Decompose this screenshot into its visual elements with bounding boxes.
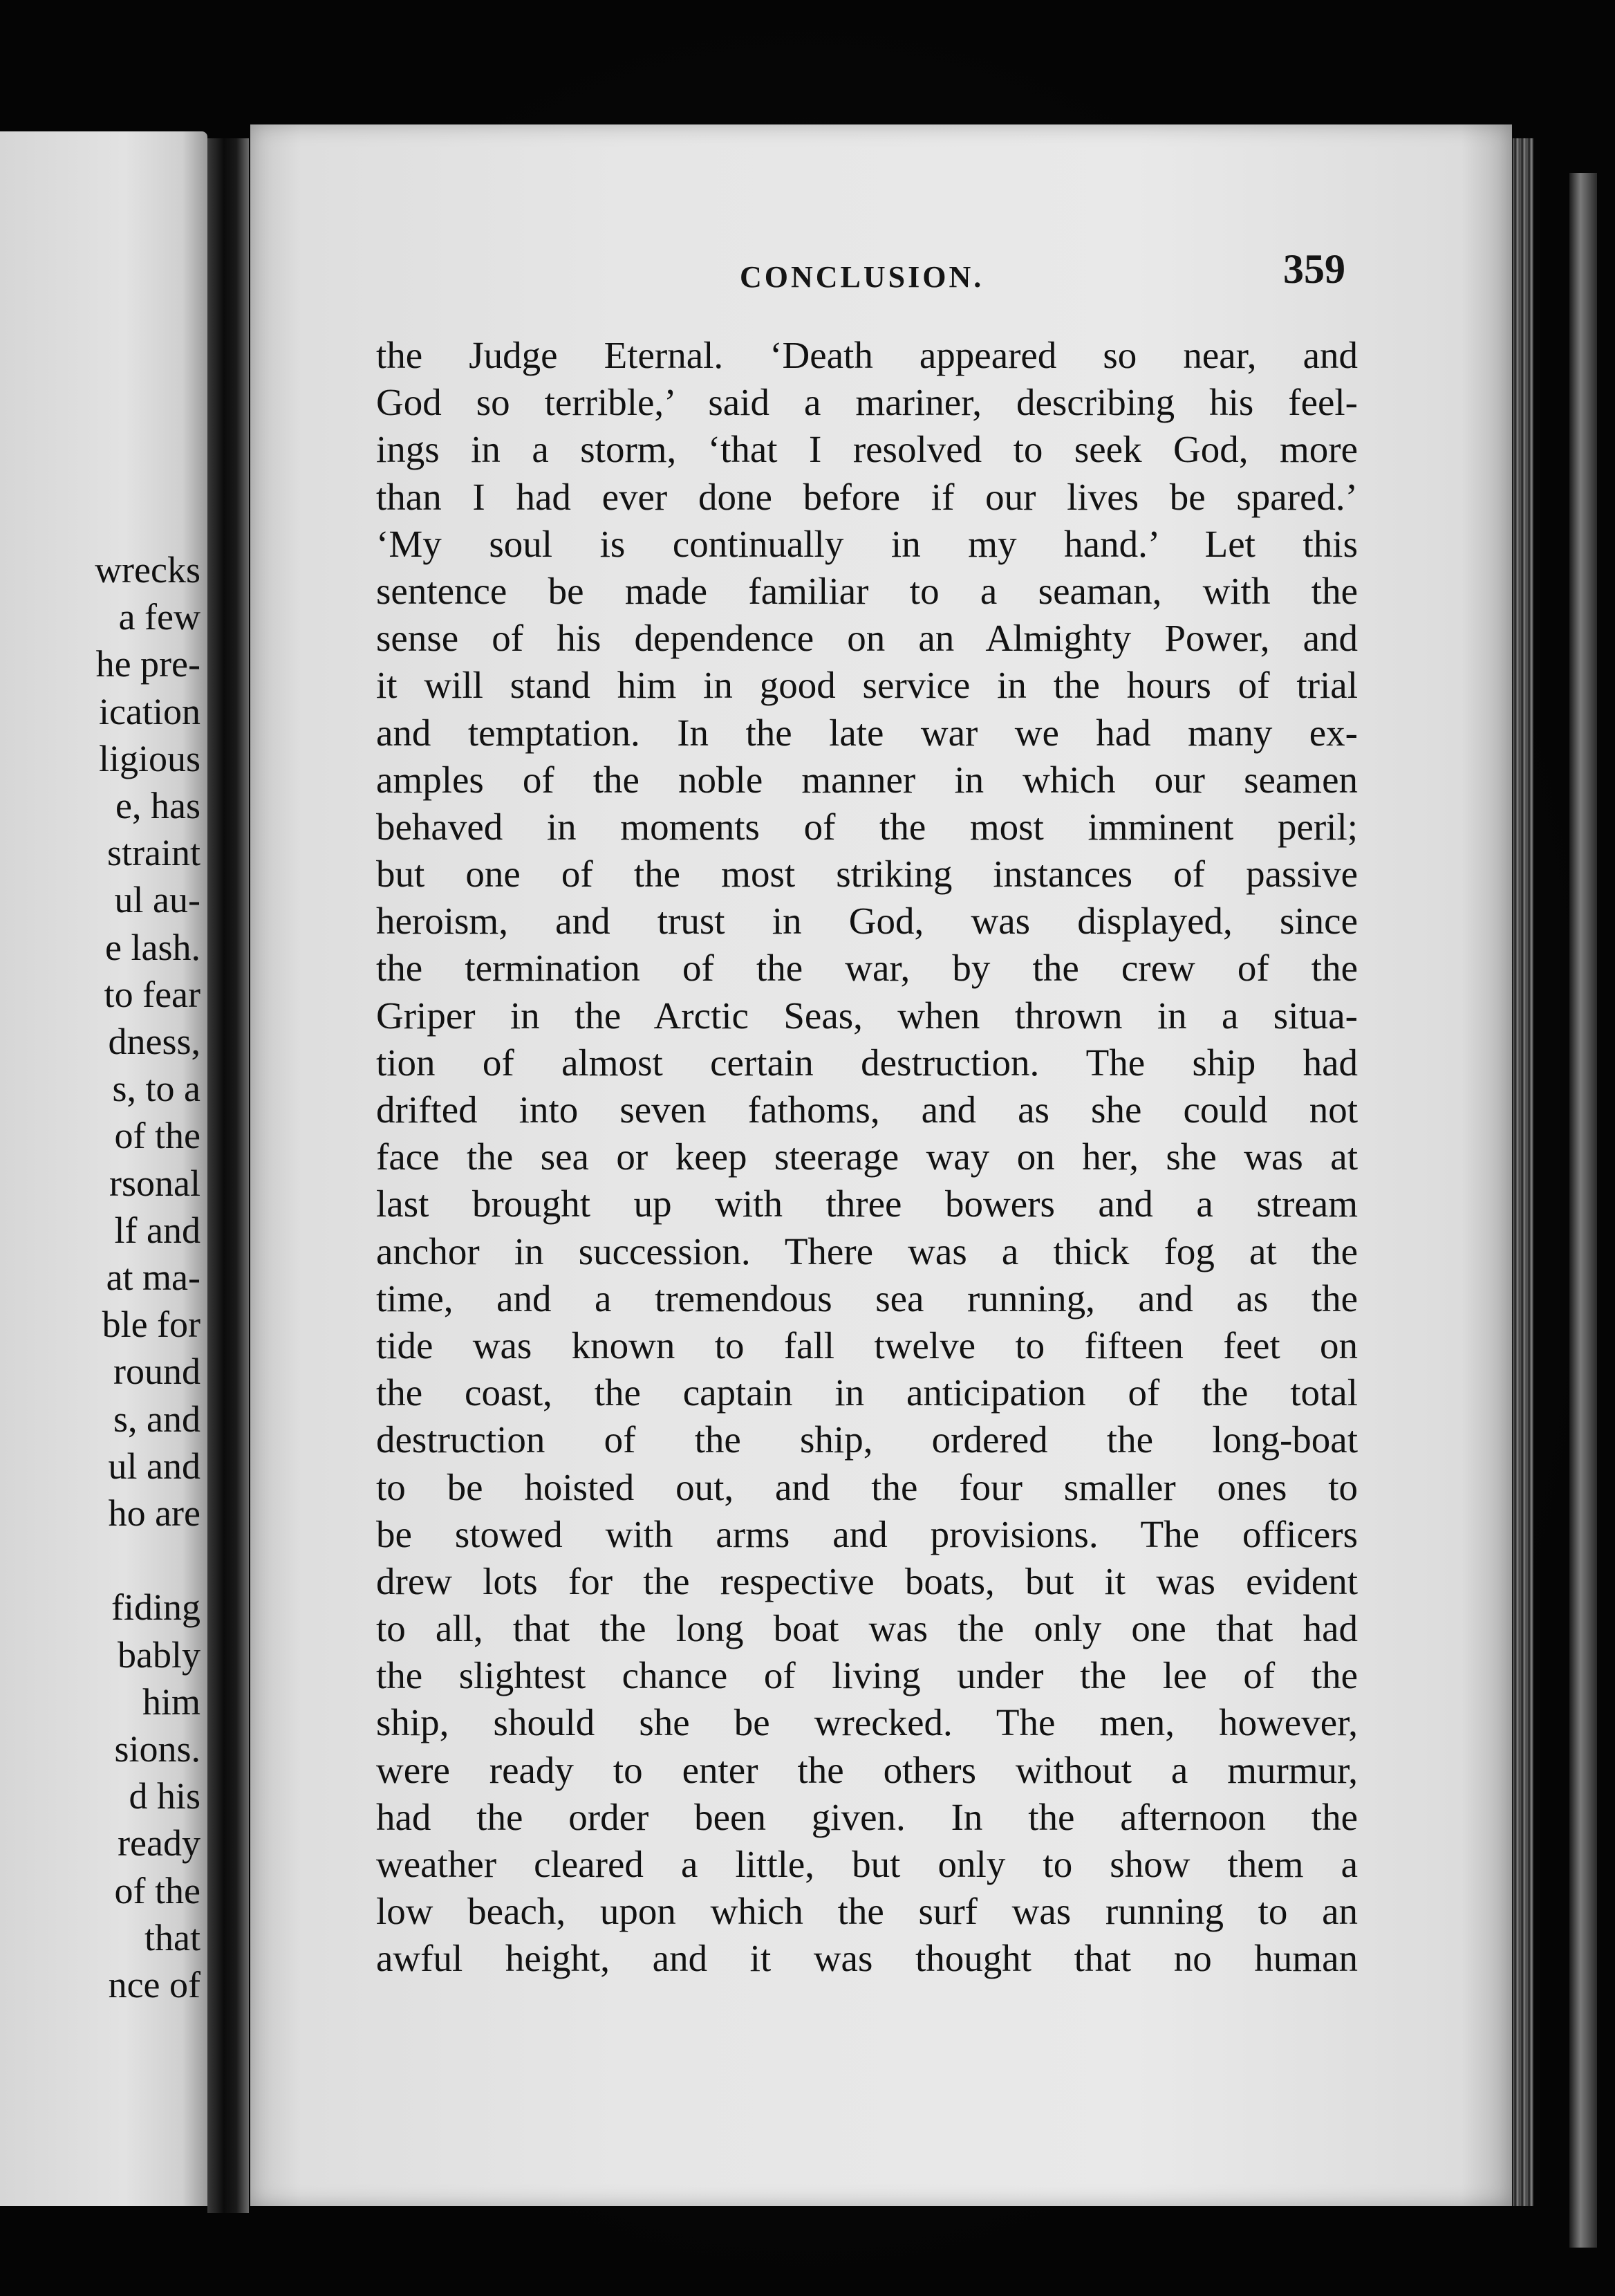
text-line: God so terrible,’ said a mariner, describing his feel- xyxy=(376,381,1358,424)
text-line: time, and a tremendous sea running, and as the xyxy=(376,1277,1358,1320)
left-fragment-line: e lash. xyxy=(105,926,200,968)
text-line: but one of the most striking instances of passive xyxy=(376,853,1358,896)
left-fragment-line: ication xyxy=(99,690,200,732)
left-fragment-line: bably xyxy=(118,1633,200,1676)
left-fragment-line: lf and xyxy=(114,1209,200,1251)
text-line: to all, that the long boat was the only one that had xyxy=(376,1607,1358,1650)
page-number: 359 xyxy=(1283,246,1345,292)
text-line: awful height, and it was thought that no human xyxy=(376,1937,1358,1980)
left-fragment-line: ready xyxy=(118,1822,200,1864)
text-line: weather cleared a little, but only to show them a xyxy=(376,1843,1358,1885)
left-fragment-line: ul and xyxy=(108,1445,200,1487)
text-line: sentence be made familiar to a seaman, with the xyxy=(376,569,1358,612)
left-fragment-line: d his xyxy=(129,1775,200,1817)
text-line: destruction of the ship, ordered the long-boat xyxy=(376,1418,1358,1461)
left-fragment-line: a few xyxy=(118,596,200,638)
left-fragment-line: sions. xyxy=(114,1728,200,1770)
text-line: than I had ever done before if our lives be spared.’ xyxy=(376,475,1358,518)
left-fragment-line: ble for xyxy=(102,1304,200,1346)
text-line: the slightest chance of living under the lee of the xyxy=(376,1654,1358,1697)
left-fragment-line: of the xyxy=(114,1869,200,1911)
left-fragment-line: straint xyxy=(107,832,200,874)
text-line: tion of almost certain destruction. The ship had xyxy=(376,1041,1358,1084)
left-fragment-line: ho are xyxy=(108,1492,200,1535)
left-fragment-line: at ma- xyxy=(106,1257,200,1299)
text-line: Griper in the Arctic Seas, when thrown in a situa- xyxy=(376,994,1358,1037)
fragment-gap xyxy=(0,1537,200,1584)
left-fragment-line: he pre- xyxy=(95,643,200,685)
text-line: had the order been given. In the afternoon the xyxy=(376,1795,1358,1838)
text-line: last brought up with three bowers and a stream xyxy=(376,1183,1358,1225)
text-line: drifted into seven fathoms, and as she could not xyxy=(376,1089,1358,1131)
left-fragment-line: to fear xyxy=(104,973,200,1015)
book-gutter xyxy=(207,138,249,2213)
text-line: face the sea or keep steerage way on her, she was at xyxy=(376,1136,1358,1178)
text-line: sense of his dependence on an Almighty Power, and xyxy=(376,617,1358,660)
text-line: amples of the noble manner in which our seamen xyxy=(376,758,1358,801)
left-fragment-line: e, has xyxy=(115,785,200,827)
text-line: ‘My soul is continually in my hand.’ Let this xyxy=(376,522,1358,565)
text-line: anchor in succession. There was a thick fog at the xyxy=(376,1230,1358,1272)
text-line: ship, should she be wrecked. The men, however, xyxy=(376,1701,1358,1744)
left-fragment-line: dness, xyxy=(108,1021,200,1063)
left-fragment-line: fiding xyxy=(111,1586,200,1629)
left-fragment-line: ligious xyxy=(98,737,200,779)
text-line: low beach, upon which the surf was running to an xyxy=(376,1890,1358,1933)
left-fragment-line: that xyxy=(144,1916,200,1959)
page-edges xyxy=(1513,138,1533,2206)
left-fragment-line: rsonal xyxy=(109,1162,200,1204)
running-head: CONCLUSION. xyxy=(740,260,984,294)
text-line: ings in a storm, ‘that I resolved to seek God, more xyxy=(376,428,1358,471)
left-fragment-line: him xyxy=(142,1681,200,1723)
left-page-text-fragments xyxy=(0,546,200,2008)
book-cover-edge xyxy=(1569,173,1597,2248)
left-fragment-line: s, to a xyxy=(112,1068,200,1110)
text-line: and temptation. In the late war we had many ex- xyxy=(376,711,1358,754)
text-line: it will stand him in good service in the hours of trial xyxy=(376,664,1358,707)
text-line: be stowed with arms and provisions. The officers xyxy=(376,1512,1358,1555)
text-line: behaved in moments of the most imminent peril; xyxy=(376,805,1358,848)
left-fragment-line: nce of xyxy=(108,1964,200,2006)
left-fragment-line: ul au- xyxy=(114,879,200,921)
left-fragment-line: round xyxy=(113,1351,200,1393)
page-header xyxy=(371,246,1345,301)
text-line: the coast, the captain in anticipation of the total xyxy=(376,1371,1358,1414)
left-fragment-line: s, and xyxy=(113,1398,200,1440)
body-text xyxy=(376,332,1358,1983)
text-line: the termination of the war, by the crew of the xyxy=(376,947,1358,990)
text-line: tide was known to fall twelve to fifteen feet on xyxy=(376,1324,1358,1367)
left-facing-page xyxy=(0,131,207,2206)
left-fragment-line: wrecks xyxy=(95,549,200,591)
left-fragment-line: of the xyxy=(114,1115,200,1157)
text-line: heroism, and trust in God, was displayed, since xyxy=(376,900,1358,943)
text-line: to be hoisted out, and the four smaller ones to xyxy=(376,1465,1358,1508)
text-line: were ready to enter the others without a murmur, xyxy=(376,1748,1358,1791)
text-line: drew lots for the respective boats, but it was evident xyxy=(376,1559,1358,1602)
text-line: the Judge Eternal. ‘Death appeared so near, and xyxy=(376,334,1358,376)
